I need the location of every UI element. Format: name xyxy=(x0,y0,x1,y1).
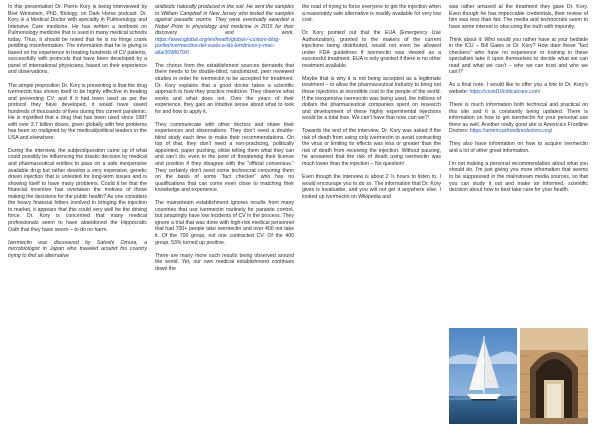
paragraph-text: Ivermectin was discovered by Satoshi Omura, a microbiologist in Japan who traveled around his country trying to find an alternative xyxy=(8,239,147,259)
article-paragraph xyxy=(302,30,441,69)
article-paragraph xyxy=(449,161,588,194)
article-link[interactable]: https://americasfrontlinedoctors.org/ xyxy=(469,128,553,135)
paragraph-text: The chorus from the establishment sources demands that there needs to be double-blind, randomized, peer reviewed studies in order for ivermectin to be accepted for treatment. Dr. Kory explains that a good doctor takes a scientific approach to how they practice medicine. They observe what works and what does not. Over the years of their experience, they gain an intuitive sense about what to look for and how to apply it. xyxy=(155,62,294,115)
paragraph-text: Towards the end of the interview, Dr. Kory was asked if the risk of death from using only ivermectin to avoid contracting the virus or limiting its effects was less or greater than the risk of death from receiving the injection. Without pausing, he answered that the risk of death using ivermectin was much lower than the injection – No question! xyxy=(302,128,441,167)
article-link[interactable]: https://covid19criticalcare.com/ xyxy=(469,89,541,96)
article-paragraph xyxy=(8,4,147,76)
photo-strip xyxy=(449,328,588,424)
paragraph-text: Maybe that is why it is not being accepted as a legitimate treatment – to allow the pharmaceutical industry to bring out these injections at incredible cost to the people of the world. If the inexpensive ivermectin was being used, the millions of dollars the pharmaceutical companies spent on research and development of these highly experimental injections would be a total loss. We can’t have that now, can we?! xyxy=(302,75,441,122)
text-column-4 xyxy=(449,4,588,424)
paragraph-text: antibiotic naturally produced in the soil. He sent the samples to William Campbell in New Jersey who tested the samples against parasitic worms. They were eventually awarded a Nobel Prize in physiology and medicine in 2015 for their discovery and work. xyxy=(155,4,294,37)
text-column-1 xyxy=(8,4,147,424)
article-paragraph xyxy=(302,76,441,122)
paragraph-text: There are many more such results being observed around the world. Yet, our own medical establishment continues down the xyxy=(155,252,294,272)
paragraph-text: Dr. Kory pointed out that the EUA (Emergency Use Authorization), granted to the makers of the current injections being distributed, would not even be allowed under FDA guidelines if ivermectin was viewed as a successful treatment. EUA is only granted if there is no other treatment available. xyxy=(302,30,441,69)
article-paragraph xyxy=(449,141,588,154)
article-paragraph xyxy=(155,253,294,273)
paragraph-text: I’m not making a personal recommendation about what you should do. I’m just giving you more information that seems to be suppressed in the mainstream media sources, so that you can study it out and make an informed, scientific decision about how to best take care for your health. xyxy=(449,160,588,194)
article-paragraph xyxy=(449,102,588,135)
paragraph-text: Even though the interview is about 2 ½ hours to listen to, I would encourage you to do so. The information that Dr. Kory gives is invaluable, and you will not get it anywhere else. I looked up ivermectin on Wikipedia and xyxy=(302,174,441,200)
article-paragraph xyxy=(8,148,147,233)
article-paragraph xyxy=(449,37,588,76)
article-paragraph xyxy=(155,122,294,194)
article-paragraph xyxy=(302,174,441,200)
text-column-4-body xyxy=(449,4,588,194)
paragraph-text: was rather amused at the treatment they gave Dr. Kory. Even though he has impeccable credentials, their review of him was less than fair. The media and technocrats seem to have some interest in obscuring the truth with impunity. xyxy=(449,4,588,30)
paragraph-text: They communicate with other doctors and share their experiences and observations. They don’t need a double-blind study each time to make their recommendations. On top of that, they don’t need a non-practicing, politically appointed, paper pushing, elitist telling them what they can and can’t do; even to the point of threatening their license and position if they disagree with the “official consensus.” They certainly don’t need some technocrat censoring them on the basis of some “fact checker” who has no qualifications that can come even close to matching their knowledge and experience. xyxy=(155,121,294,194)
paragraph-text: The simple proposition Dr. Kory is presenting is that the drug ivermectin has shown itself to be highly effective in treating and preventing CV; and if it had been used as per the protocol they have developed, it would have saved hundreds of thousands of lives during this current pandemic. He is mystified that a drug that has been used since 1987 with over 3.7 billion doses, given globally with few problems has been so maligned by the medical/political leaders in the USA and elsewhere. xyxy=(8,82,147,141)
paragraph-text: As a final note, I would like to offer you a link to Dr. Kory’s website: xyxy=(449,82,588,96)
paragraph-text: the road of trying to force everyone to get the injection when a reasonably safe alternative is readily available for very low cost. xyxy=(302,4,441,24)
article-paragraph xyxy=(302,128,441,167)
stone-archway-photo xyxy=(520,328,588,424)
article-paragraph xyxy=(155,63,294,115)
paragraph-text: The mainstream establishment ignores results from many countries that use ivermectin routinely for parasite control, but amazingly have low incidents of CV in the process. They ignore a trial that was done with high-risk medical personnel that had 700+ people take ivermectin and over 400 not take it. Of the 700 group, not one contracted CV. Of the 400 group, 53% turned up positive. xyxy=(155,200,294,246)
article-paragraph xyxy=(155,200,294,246)
paragraph-text: Think about it: Who would you rather have at your bedside in the ICU – Bill Gates or Dr. Kory? How dare these “fact checkers” who have no experience or training in these specialties take it upon themselves to decide what we can read and what we can’t – who we can trust and who we can’t? xyxy=(449,36,588,76)
article-paragraph xyxy=(8,240,147,260)
article-paragraph xyxy=(449,82,588,95)
paragraph-text: During the interview, the subject/question came up of what could possibly be influencing the drastic decision by medical and pharmaceutical entities to pass on a safe inexpensive available drug but rather develop a very expensive, genetic driven injection that is untested for long-term issues and is showing itself to have many problems. Could it be that the financial incentive has overtaken the motives of those making the decisions for the public health? As one considers the heavy financial hitters involved in bringing the injection to market, it appears that this could very well be the driving force. Dr. Kory is concerned that many medical professionals seem to have abandoned the Hippocratic Oath that they have sworn – to do no harm. xyxy=(8,147,147,233)
sailboat-photo xyxy=(449,328,517,424)
paragraph-text: They also have information on how to acquire ivermectin and a lot of other great information. xyxy=(449,141,588,154)
paragraph-text: In this presentation Dr. Pierre Kory is being interviewed by Bret Weinstein, PhD, Biology, on Dark Horse podcast. Dr. Kory is a Medical Doctor with specialty in Pulmonology and Intensive Care medicine. He has written a textbook on Pulmonology medicine that is used in many medical schools today. Thus, it should be noted that he is no fringe crank peddling misinformation. The information that he is giving is based on his experience in treating hundreds of CV patients, successfully with protocols that have been developed by a panel of international physicians, based on their experience and observations. xyxy=(8,4,147,76)
article-paragraph xyxy=(8,83,147,142)
text-column-3 xyxy=(302,4,441,424)
paragraph-text: There is much information both technical and practical on this site and it is constantly being updated. There is information on how to get ivermectin for your personal use there as well. Another really good site is America’s Frontline Doctors: xyxy=(449,102,588,135)
article-paragraph xyxy=(449,4,588,30)
article-paragraph xyxy=(302,4,441,24)
article-link[interactable]: https://www.iglobal.org/en/health/global-/-custom-blog-portlet/ivermectina-del-suelo-a-las-lombrices-y-mas-alla/3098670/0 xyxy=(155,36,280,56)
article-paragraph xyxy=(155,4,294,56)
text-column-2 xyxy=(155,4,294,424)
